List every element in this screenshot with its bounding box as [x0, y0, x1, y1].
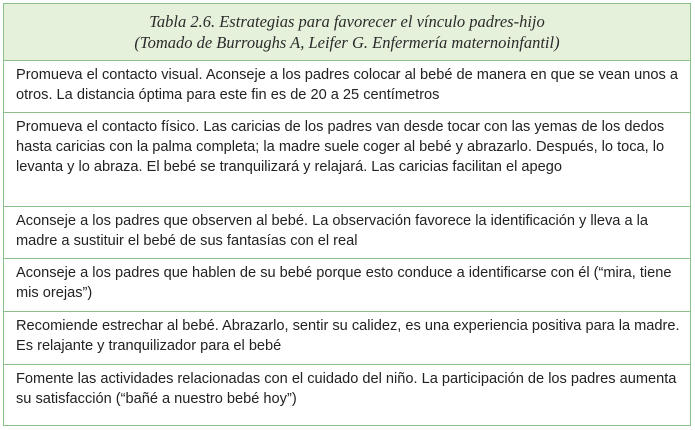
table-source: (Tomado de Burroughs A, Leifer G. Enfermería maternoinfantil)	[134, 33, 560, 52]
table-row-care-activities: Fomente las actividades relacionadas con el cuidado del niño. La participación de los padres aumenta su satisfacción (“bañé a nuestro bebé hoy”)	[16, 371, 677, 407]
table-row-visual-contact: Promueva el contacto visual. Aconseje a los padres colocar al bebé de manera en que se vean unos a otros. La distancia óptima para este fin es de 20 a 25 centímetros	[4, 61, 690, 113]
table-row-hold-baby: Recomiende estrechar al bebé. Abrazarlo, sentir su calidez, es una experiencia positiva para la madre. Es relajante y tranquilizador para el bebé	[4, 312, 690, 365]
table-row-observe-baby: Aconseje a los padres que observen al bebé. La observación favorece la identificación y lleva a la madre a sustituir el bebé de sus fantasías con el real	[4, 207, 690, 259]
table-caption	[4, 4, 690, 61]
table-row-talk-about-baby: Aconseje a los padres que hablen de su bebé porque esto conduce a identificarse con él (“mira, tiene mis orejas”)	[4, 259, 690, 312]
table-title: Tabla 2.6. Estrategias para favorecer el vínculo padres-hijo	[149, 12, 545, 31]
strategies-table	[3, 3, 691, 426]
table-row-physical-contact: Promueva el contacto físico. Las caricias de los padres van desde tocar con las yemas de los dedos hasta caricias con la palma completa; la madre suele coger al bebé y abrazarlo. Después, lo toca, lo levanta y lo abraza. El bebé se tranquilizará y relajará. Las caricias facilitan el apego	[4, 113, 690, 207]
